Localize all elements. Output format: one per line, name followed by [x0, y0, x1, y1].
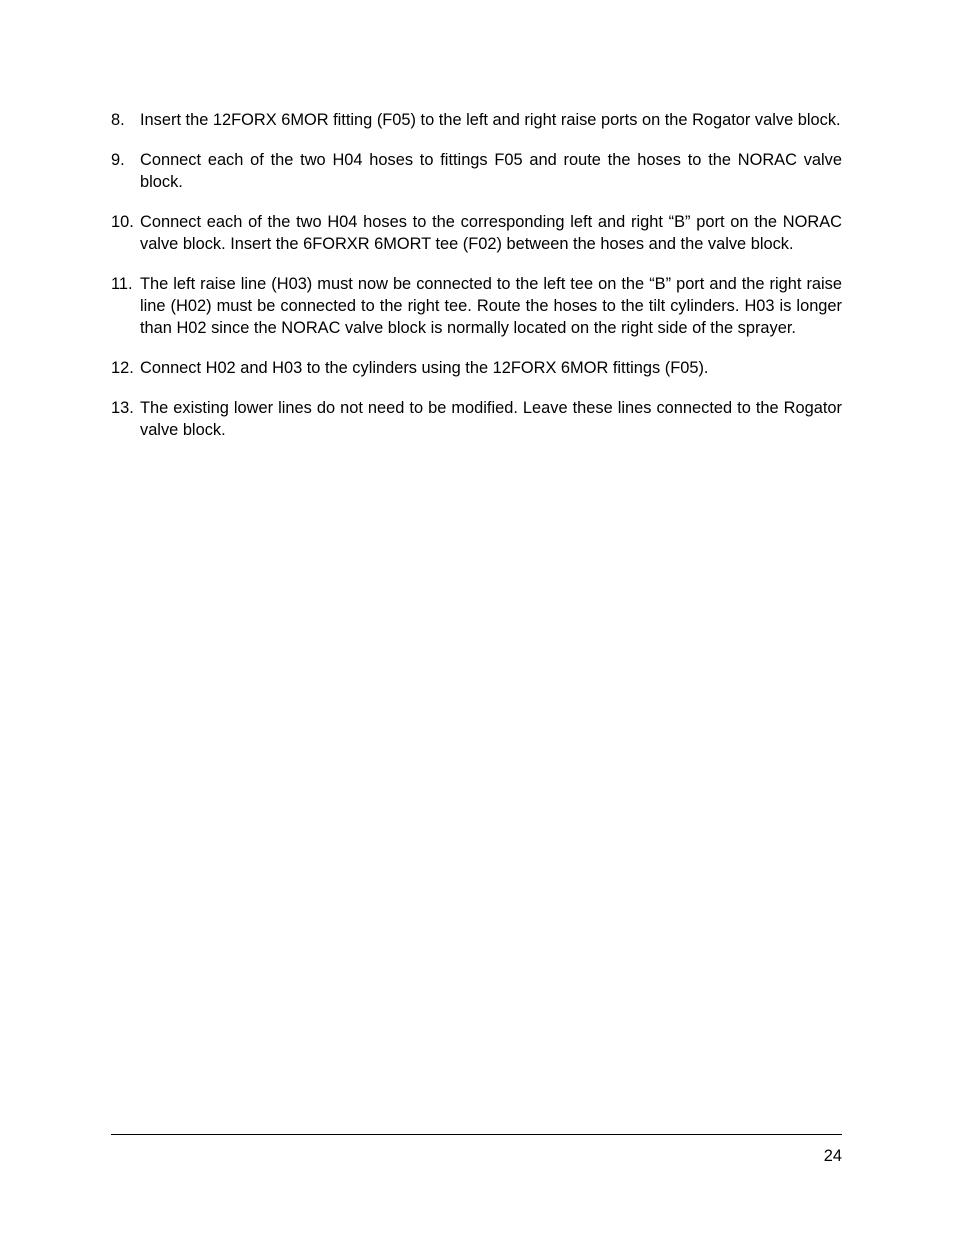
page-number: 24 — [823, 1147, 842, 1165]
step-number: 9. — [111, 151, 125, 169]
instruction-step-9 — [111, 149, 842, 193]
instruction-step-11 — [111, 273, 842, 339]
step-number: 12. — [111, 359, 134, 377]
step-text: The left raise line (H03) must now be connected to the left tee on the “B” port and the right raise line (H02) must be connected to the right tee. Route the hoses to the tilt cylinders. H03 is longer than H02 since the NORAC valve block is normally located on the right side of the sprayer. — [140, 275, 842, 337]
instruction-step-12 — [111, 357, 842, 379]
instruction-list — [111, 109, 842, 459]
step-number: 8. — [111, 111, 125, 129]
instruction-step-10 — [111, 211, 842, 255]
step-number: 11. — [111, 275, 133, 293]
step-text: Insert the 12FORX 6MOR fitting (F05) to the left and right raise ports on the Rogator valve block. — [140, 111, 841, 129]
step-number: 13. — [111, 399, 134, 417]
footer-divider — [111, 1134, 842, 1135]
step-text: Connect each of the two H04 hoses to fittings F05 and route the hoses to the NORAC valve block. — [140, 151, 842, 191]
step-text: Connect H02 and H03 to the cylinders using the 12FORX 6MOR fittings (F05). — [140, 359, 709, 377]
instruction-step-8 — [111, 109, 842, 131]
step-text: Connect each of the two H04 hoses to the corresponding left and right “B” port on the NORAC valve block. Insert the 6FORXR 6MORT tee (F02) between the hoses and the valve block. — [140, 213, 842, 253]
step-number: 10. — [111, 213, 134, 231]
instruction-step-13 — [111, 397, 842, 441]
step-text: The existing lower lines do not need to be modified. Leave these lines connected to the Rogator valve block. — [140, 399, 842, 439]
